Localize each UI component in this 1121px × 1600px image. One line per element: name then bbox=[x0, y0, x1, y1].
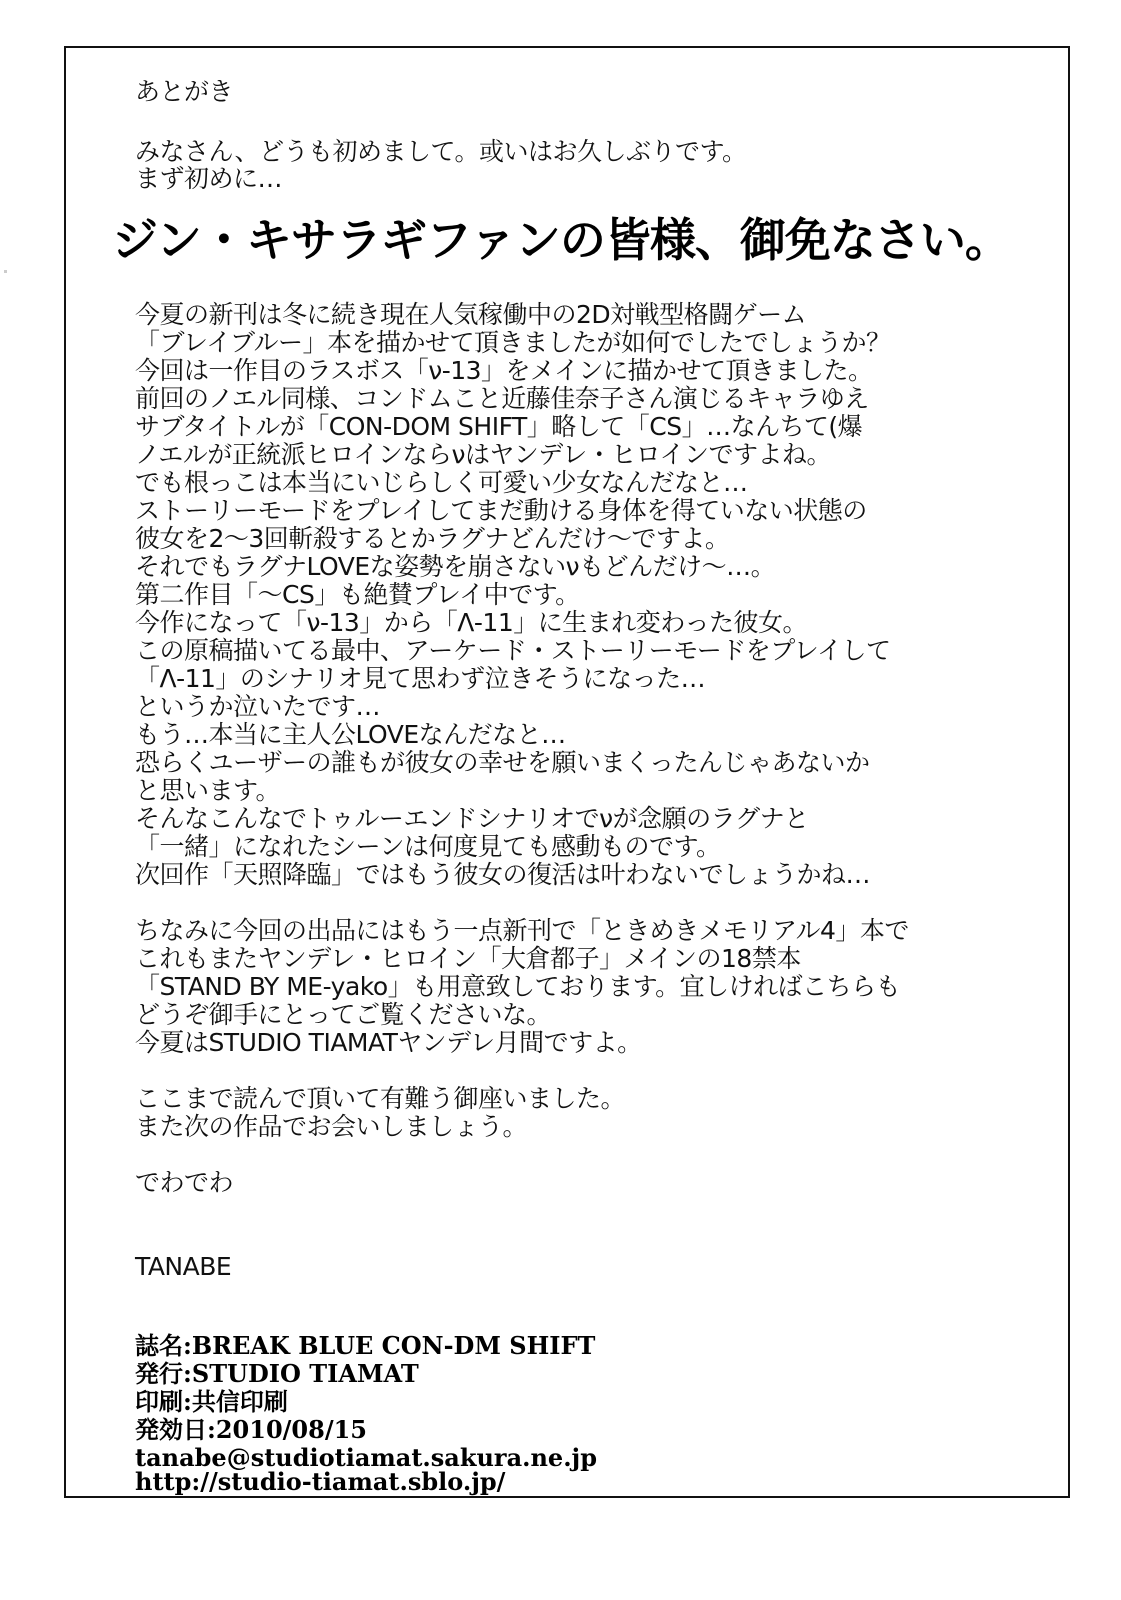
body-line: この原稿描いてる最中、アーケード・ストーリーモードをプレイして bbox=[135, 636, 891, 665]
colophon-email: tanabe@studiotiamat.sakura.ne.jp bbox=[135, 1443, 598, 1472]
closing-line: ここまで読んで頂いて有難う御座いました。 bbox=[135, 1084, 626, 1113]
body-line: でも根っこは本当にいじらしく可愛い少女なんだなと… bbox=[135, 468, 748, 497]
colophon-publisher: 発行:STUDIO TIAMAT bbox=[135, 1359, 419, 1388]
apology-headline: ジン・キサラギファンの皆様、御免なさい。 bbox=[112, 213, 1010, 267]
closing-line: また次の作品でお会いしましょう。 bbox=[135, 1112, 528, 1141]
body-line: というか泣いたです… bbox=[135, 692, 381, 721]
body2-line: ちなみに今回の出品にはもう一点新刊で「ときめきメモリアル4」本で bbox=[135, 916, 909, 945]
body-line: もう…本当に主人公LOVEなんだなと… bbox=[135, 720, 566, 749]
body-line: ストーリーモードをプレイしてまだ動ける身体を得ていない状態の bbox=[135, 496, 867, 525]
afterword-heading: あとがき bbox=[135, 77, 234, 106]
body-line: ノエルが正統派ヒロインならνはヤンデレ・ヒロインですよね。 bbox=[135, 440, 831, 469]
greeting-line: みなさん、どうも初めまして。或いはお久しぶりです。 bbox=[135, 137, 747, 166]
body2-line: 「STAND BY ME-yako」も用意致しております。宜しければこちらも bbox=[135, 972, 901, 1001]
greeting-line: まず初めに… bbox=[135, 164, 283, 193]
body2-line: 今夏はSTUDIO TIAMATヤンデレ月間ですよ。 bbox=[135, 1028, 642, 1057]
body-line: 今作になって「ν-13」から「Λ-11」に生まれ変わった彼女。 bbox=[135, 608, 807, 637]
body-line: 今夏の新刊は冬に続き現在人気稼働中の2D対戦型格闘ゲーム bbox=[135, 300, 807, 329]
scan-speck bbox=[4, 270, 7, 273]
body-line: 前回のノエル同様、コンドムこと近藤佳奈子さん演じるキャラゆえ bbox=[135, 384, 869, 413]
body-line: 「Λ-11」のシナリオ見て思わず泣きそうになった… bbox=[135, 664, 706, 693]
body-line: 今回は一作目のラスボス「ν-13」をメインに描かせて頂きました。 bbox=[135, 356, 873, 385]
body-line: と思います。 bbox=[135, 776, 281, 805]
colophon-title: 誌名:BREAK BLUE CON-DM SHIFT bbox=[135, 1331, 596, 1360]
body-line: 次回作「天照降臨」ではもう彼女の復活は叶わないでしょうかね… bbox=[135, 860, 871, 889]
colophon-date: 発効日:2010/08/15 bbox=[135, 1415, 367, 1444]
author-signature: TANABE bbox=[135, 1252, 232, 1281]
body-line: 「ブレイブルー」本を描かせて頂きましたが如何でしたでしょうか？ bbox=[135, 328, 891, 357]
body-line: そんなこんなでトゥルーエンドシナリオでνが念願のラグナと bbox=[135, 804, 809, 833]
body-line: サブタイトルが「CON-DOM SHIFT」略して「CS」…なんちて(爆 bbox=[135, 412, 863, 441]
farewell: でわでわ bbox=[135, 1168, 234, 1197]
body-line: それでもラグナLOVEな姿勢を崩さないνもどんだけ～…。 bbox=[135, 552, 776, 581]
colophon-printer: 印刷:共信印刷 bbox=[135, 1387, 288, 1416]
body-line: 彼女を2～3回斬殺するとかラグナどんだけ～ですよ。 bbox=[135, 524, 730, 553]
body2-line: どうぞ御手にとってご覧くださいな。 bbox=[135, 1000, 552, 1029]
body-line: 第二作目「～CS」も絶賛プレイ中です。 bbox=[135, 580, 580, 609]
body-line: 「一緒」になれたシーンは何度見ても感動ものです。 bbox=[135, 832, 721, 861]
colophon-url: http://studio-tiamat.sblo.jp/ bbox=[135, 1467, 506, 1496]
body-line: 恐らくユーザーの誰もが彼女の幸せを願いまくったんじゃあないか bbox=[135, 748, 870, 777]
body2-line: これもまたヤンデレ・ヒロイン「大倉都子」メインの18禁本 bbox=[135, 944, 801, 973]
